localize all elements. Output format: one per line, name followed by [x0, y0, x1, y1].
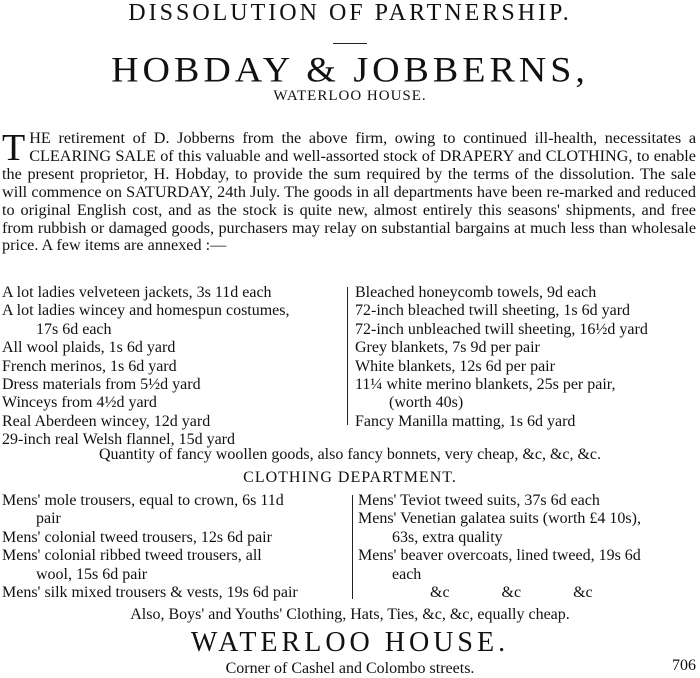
list-item: Mens' mole trousers, equal to crown, 6s 11d [2, 492, 284, 509]
clothing-left-column [2, 492, 348, 602]
list-item: Mens' colonial tweed trousers, 12s 6d pair [2, 528, 272, 546]
firm-location: WATERLOO HOUSE. [273, 88, 427, 104]
title-rule [333, 43, 367, 44]
list-item: 72-inch unbleached twill sheeting, 16½d yard [355, 320, 648, 338]
list-item: A lot ladies velveteen jackets, 3s 11d each [2, 284, 272, 301]
items-right-column [355, 284, 697, 431]
list-item: Mens' Venetian galatea suits (worth £4 10s), [358, 510, 641, 528]
list-item: Bleached honeycomb towels, 9d each [355, 284, 597, 301]
list-item: wool, 15s 6d pair [36, 565, 148, 583]
advert-number: 706 [672, 657, 696, 674]
intro-paragraph [2, 127, 696, 255]
list-item: Fancy Manilla matting, 1s 6d yard [355, 412, 576, 430]
list-item: Grey blankets, 7s 9d per pair [355, 339, 540, 357]
list-item: Mens' Teviot tweed suits, 37s 6d each [358, 492, 600, 509]
list-item: &c &c &c [430, 584, 593, 602]
list-item: A lot ladies wincey and homespun costumes, [2, 302, 290, 320]
list-item: each [392, 565, 422, 583]
dropcap: T [2, 127, 26, 169]
list-item: French merinos, 1s 6d yard [2, 357, 177, 375]
clothing-heading: CLOTHING DEPARTMENT. [243, 469, 457, 486]
footer-house: WATERLOO HOUSE. [190, 627, 510, 658]
column-divider [352, 495, 353, 599]
clothing-right-column [358, 492, 698, 602]
fancy-goods-line: Quantity of fancy woollen goods, also fancy bonnets, very cheap, &c, &c, &c. [98, 446, 602, 463]
list-item: White blankets, 12s 6d per pair [355, 357, 555, 375]
list-item: Mens' colonial ribbed tweed trousers, all [2, 547, 262, 565]
list-item: 11¼ white merino blankets, 25s per pair, [355, 376, 616, 394]
column-divider [347, 287, 348, 425]
list-item: Mens' beaver overcoats, lined tweed, 19s 6d [358, 547, 641, 565]
list-item: (worth 40s) [389, 394, 464, 412]
firm-name: HOBDAY & JOBBERNS, [111, 50, 589, 90]
intro-text: HE retirement of D. Jobberns from the above firm, owing to continued ill-health, necessitates a CLEARING SALE of this valuable and well-assorted stock of DRAPERY and CLOTHING, to enable the present proprietor, H. Hobday, to provide the sum required by the terms of the dissolution. The sale will commence on SATURDAY, 24th July. The goods in all departments have been re-marked and reduced to original English cost, and as the stock is quite new, almost entirely this seasons' shipments, and free from rubbish or damaged goods, purchasers may relay on substantial bargains at much less than wholesale price. A few items are annexed :— [2, 129, 696, 255]
list-item: 29-inch real Welsh flannel, 15d yard [2, 431, 236, 449]
list-item: All wool plaids, 1s 6d yard [2, 339, 176, 357]
list-item: Mens' silk mixed trousers & vests, 19s 6d pair [2, 584, 298, 602]
list-item: pair [36, 510, 61, 528]
page-title: DISSOLUTION OF PARTNERSHIP. [128, 0, 572, 26]
list-item: 17s 6d each [36, 320, 112, 338]
list-item: Winceys from 4½d yard [2, 394, 157, 412]
list-item: Dress materials from 5½d yard [2, 376, 201, 394]
list-item: Real Aberdeen wincey, 12d yard [2, 412, 211, 430]
also-line: Also, Boys' and Youths' Clothing, Hats, Ties, &c, &c, equally cheap. [130, 606, 570, 623]
list-item: 63s, extra quality [392, 528, 503, 546]
items-left-column [2, 284, 347, 450]
footer-address: Corner of Cashel and Colombo streets. [225, 660, 475, 677]
list-item: 72-inch bleached twill sheeting, 1s 6d yard [355, 302, 631, 320]
